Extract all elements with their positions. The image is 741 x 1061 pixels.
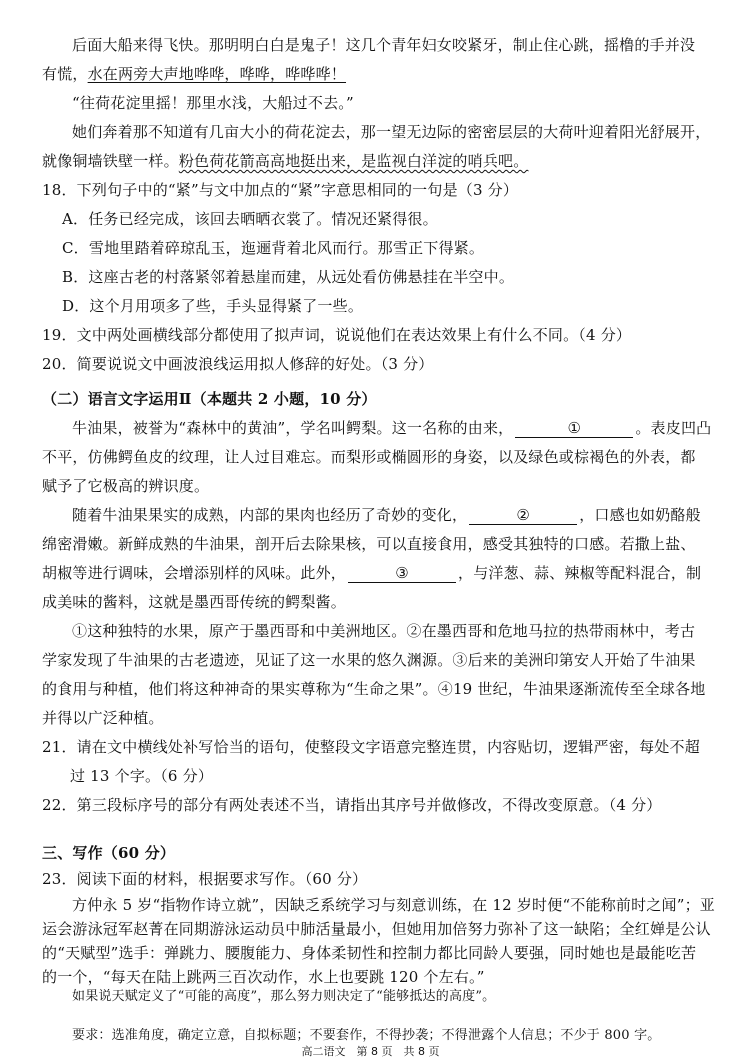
paragraph-line: 不平，仿佛鳄鱼皮的纹理，让人过目难忘。而梨形或椭圆形的身姿，以及绿色或棕褐色的外表，都 — [42, 448, 696, 466]
option-a: A．任务已经完成，该回去晒晒衣裳了。情况还紧得很。 — [62, 210, 438, 228]
material-line: 如果说天赋定义了“可能的高度”，那么努力则决定了“能够抵达的高度”。 — [72, 989, 496, 1004]
option-b: B．这座古老的村落紧邻着悬崖而建，从远处看仿佛悬挂在半空中。 — [62, 268, 515, 286]
question-20: 20．简要说说文中画波浪线运用拟人修辞的好处。（3 分） — [42, 355, 434, 373]
paragraph-line — [72, 417, 711, 439]
option-d: D．这个月用项多了些，手头显得紧了一些。 — [62, 297, 364, 315]
underlined-onomatopoeia: 水在两旁大声地哗哗，哗哗，哗哗哗！ — [87, 65, 347, 83]
question-18: 18．下列句子中的“紧”与文中加点的“紧”字意思相同的一句是（3 分） — [42, 181, 519, 199]
section-2-heading: （二）语言文字运用Ⅱ（本题共 2 小题，10 分） — [42, 390, 377, 408]
paragraph-line: 赋予了它极高的辨识度。 — [42, 477, 210, 495]
paragraph-line: 的食用与种植，他们将这种神奇的果实尊称为“生命之果”。④19 世纪，牛油果逐渐流传至全球各地 — [42, 680, 706, 698]
passage-text: 就像铜墙铁壁一样。 — [42, 152, 179, 170]
paragraph-line: 并得以广泛种植。 — [42, 709, 164, 727]
paragraph-line — [42, 562, 701, 584]
passage-line: 她们奔着那不知道有几亩大小的荷花淀去，那一望无边际的密密层层的大荷叶迎着阳光舒展开， — [72, 123, 711, 141]
passage-text: 有慌， — [42, 65, 88, 83]
paragraph-line: 绵密滑嫩。新鲜成熟的牛油果，剖开后去除果核，可以直接食用，感受其独特的口感。若撒上盐、 — [42, 535, 696, 553]
material-line: 运会游泳冠军赵菁在同期游泳运动员中肺活量最小，但她用加倍努力弥补了这一缺陷；全红婵是公认 — [42, 920, 711, 938]
paragraph-text: 。表皮凹凸 — [635, 419, 712, 437]
wavy-underlined-sentence: 粉色荷花箭高高地挺出来，是监视白洋淀的哨兵吧。 — [178, 152, 529, 170]
passage-line — [42, 150, 528, 172]
paragraph-line — [72, 504, 701, 526]
question-21-cont: 过 13 个字。（6 分） — [70, 767, 214, 785]
question-19: 19．文中两处画横线部分都使用了拟声词，说说他们在表达效果上有什么不同。（4 分） — [42, 326, 632, 344]
passage-line: 后面大船来得飞快。那明明白白是鬼子！这几个青年妇女咬紧牙，制止住心跳，摇橹的手并没 — [72, 36, 696, 54]
fill-blank-1[interactable]: ① — [515, 419, 633, 438]
paragraph-text: 胡椒等进行调味，会增添别样的风味。此外， — [42, 564, 347, 582]
page-footer: 高二语文 第 8 页 共 8 页 — [301, 1045, 440, 1058]
paragraph-text: ，口感也如奶酪般 — [579, 506, 701, 524]
paragraph-text: 随着牛油果果实的成熟，内部的果肉也经历了奇妙的变化， — [72, 506, 468, 524]
question-23: 23．阅读下面的材料，根据要求写作。（60 分） — [42, 870, 368, 888]
paragraph-text: 牛油果，被誉为“森林中的黄油”，学名叫鳄梨。这一名称的由来， — [72, 419, 514, 437]
material-line: 的“天赋型”选手：弹跳力、腰腹能力、身体柔韧性和控制力都比同龄人要强，同时她也是最能吃苦 — [42, 944, 697, 962]
material-line: 要求：选准角度，确定立意，自拟标题；不要套作，不得抄袭；不得泄露个人信息；不少于 800 字。 — [72, 1028, 661, 1043]
material-line: 方仲永 5 岁“指物作诗立就”，因缺乏系统学习与刻意训练，在 12 岁时便“不能称前时之闻”；亚 — [72, 896, 715, 914]
question-22: 22．第三段标序号的部分有两处表述不当，请指出其序号并做修改，不得改变原意。（4 分） — [42, 796, 662, 814]
question-21: 21．请在文中横线处补写恰当的语句，使整段文字语意完整连贯，内容贴切，逻辑严密，每处不超 — [42, 738, 700, 756]
paragraph-line: 成美味的酱料，这就是墨西哥传统的鳄梨酱。 — [42, 593, 347, 611]
fill-blank-3[interactable]: ③ — [348, 564, 456, 583]
passage-line: “往荷花淀里摇！那里水浅，大船过不去。” — [72, 94, 354, 112]
option-c: C．雪地里踏着碎琼乱玉，迤逦背着北风而行。那雪正下得紧。 — [62, 239, 485, 257]
passage-line — [42, 63, 346, 85]
paragraph-text: ，与洋葱、蒜、辣椒等配料混合，制 — [458, 564, 702, 582]
fill-blank-2[interactable]: ② — [469, 506, 577, 525]
section-3-heading: 三、写作（60 分） — [42, 844, 176, 862]
material-line: 的一个，“每天在陆上跳两三百次动作，水上也要跳 120 个左右。” — [42, 968, 485, 986]
paragraph-line: ①这种独特的水果，原产于墨西哥和中美洲地区。②在墨西哥和危地马拉的热带雨林中，考古 — [72, 622, 696, 640]
paragraph-line: 学家发现了牛油果的古老遗迹，见证了这一水果的悠久渊源。③后来的美洲印第安人开始了牛油果 — [42, 651, 696, 669]
